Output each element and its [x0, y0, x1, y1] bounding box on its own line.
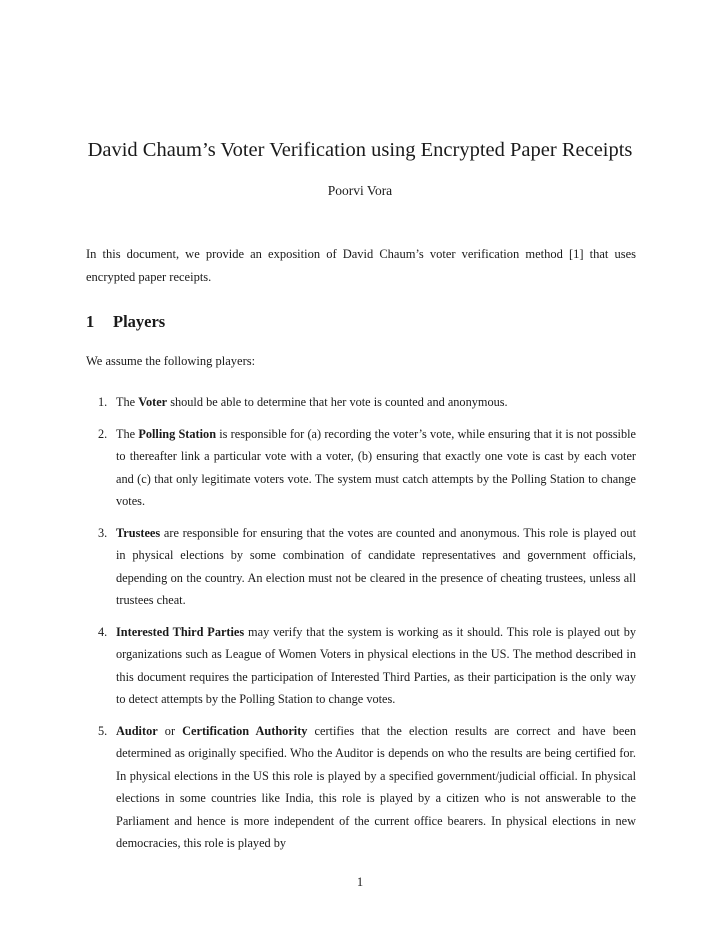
item-text: The — [116, 395, 139, 409]
item-term: Trustees — [116, 525, 161, 540]
list-marker: 4. — [98, 624, 108, 639]
item-term: Voter — [138, 395, 168, 409]
section-heading — [86, 311, 165, 333]
item-text: should be able to determine that her vote is counted and anonymous. — [167, 395, 508, 409]
list-marker: 3. — [98, 525, 108, 540]
list-item — [86, 522, 636, 612]
item-text: The — [116, 426, 139, 441]
list-marker: 2. — [98, 426, 108, 441]
item-text: are responsible for ensuring that the votes are counted and anonymous. This role is played out in physical elections by some combination of candidate representatives and government officials, depending on the country. An election must not be cleared in the presence of cheating trustees, unless all trustees cheat. — [116, 525, 636, 607]
section-title: Players — [113, 312, 166, 331]
item-term: Auditor — [116, 723, 158, 738]
players-list — [86, 391, 636, 864]
item-text: certifies that the election results are correct and have been determined as originally specified. Who the Auditor is depends on who the results are being certified for. In physical elections in the US this role is played by a specified government/judicial official. In physical elections in some countries like India, this role is played by a citizen who is not answerable to the Parliament and hence is more independent of the current office bearers. In physical elections in new democracies, this role is played by — [116, 723, 636, 850]
intro-paragraph: We assume the following players: — [86, 354, 256, 368]
list-item — [86, 621, 636, 711]
list-item — [86, 423, 636, 513]
item-term: Interested Third Parties — [116, 624, 245, 639]
item-term: Certification Authority — [182, 723, 308, 738]
page-number: 1 — [356, 875, 364, 889]
item-text: may verify that the system is working as it should. This role is played out by organizations such as League of Women Voters in physical elections in the US. The method described in this document requires the participation of Interested Third Parties, as their participation is the only way to detect attempts by the Polling Station to change votes. — [116, 624, 636, 706]
list-marker: 5. — [98, 723, 108, 738]
list-item — [86, 720, 636, 855]
list-marker: 1. — [98, 395, 108, 409]
paper-title: David Chaum’s Voter Verification using Encrypted Paper Receipts — [87, 139, 633, 161]
item-text: is responsible for (a) recording the voter’s vote, while ensuring that it is not possible to thereafter link a particular vote with a voter, (b) ensuring that exactly one vote is cast by each voter and (c) that only legitimate voters vote. The system must catch attempts by the Polling Station to change votes. — [116, 426, 636, 508]
abstract-paragraph: In this document, we provide an exposition of David Chaum’s voter verification method [1] that uses encrypted paper receipts. — [86, 247, 636, 284]
item-term: Polling Station — [138, 426, 217, 441]
section-number: 1 — [86, 312, 95, 331]
item-text: or — [157, 723, 183, 738]
list-item — [86, 391, 636, 414]
author-name: Poorvi Vora — [327, 183, 393, 198]
